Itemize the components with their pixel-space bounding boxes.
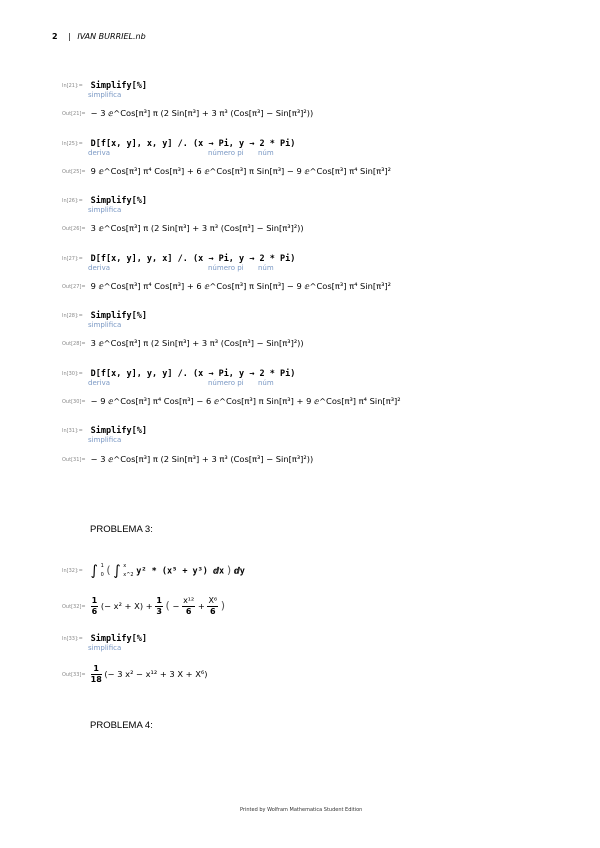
output-cell bbox=[62, 396, 401, 406]
fraction: $\frac{1}{18}$ bbox=[90, 664, 102, 684]
output-expression: 3 ⅇ^Cos[π³] π (2 Sin[π³] + 3 π³ (Cos[π³] − Sin[π³]²)) bbox=[90, 338, 304, 348]
output-label: Out[31]= bbox=[62, 456, 86, 463]
output-label: Out[28]= bbox=[62, 340, 86, 347]
output-cell bbox=[62, 338, 304, 348]
output-label: Out[26]= bbox=[62, 225, 86, 232]
input-cell[interactable] bbox=[62, 633, 147, 644]
integral-upper-limit: 1 bbox=[100, 563, 104, 569]
integral-lower-limit: x^2 bbox=[123, 572, 134, 578]
output-expression: 9 ⅇ^Cos[π³] π⁴ Cos[π³] + 6 ⅇ^Cos[π³] π Sin[π³] − 9 ⅇ^Cos[π³] π⁴ Sin[π³]² bbox=[90, 166, 391, 176]
input-label: In[21]:= bbox=[62, 82, 83, 89]
input-cell[interactable] bbox=[62, 80, 147, 91]
input-code[interactable]: Simplify[%] bbox=[90, 81, 147, 91]
fraction: $\frac{1}{3}$ bbox=[156, 596, 162, 616]
function-tooltip: deriva bbox=[88, 264, 111, 272]
input-label: In[31]:= bbox=[62, 427, 83, 434]
input-code[interactable]: D[f[x, y], y, x] /. (x → Pi, y → 2 * Pi) bbox=[90, 254, 296, 264]
page-number: 2 bbox=[52, 32, 58, 41]
function-tooltip: número pi bbox=[208, 264, 244, 272]
input-cell[interactable] bbox=[62, 253, 295, 264]
input-cell[interactable] bbox=[62, 310, 147, 321]
output-cell bbox=[62, 281, 391, 291]
output-expression: − 9 ⅇ^Cos[π³] π⁴ Cos[π³] − 6 ⅇ^Cos[π³] π Sin[π³] + 9 ⅇ^Cos[π³] π⁴ Sin[π³]² bbox=[90, 396, 401, 406]
integral-sign-icon: ∫ bbox=[90, 563, 98, 579]
input-label: In[32]:= bbox=[62, 568, 83, 574]
function-tooltip: deriva bbox=[88, 379, 111, 387]
page-header bbox=[52, 32, 146, 41]
input-label: In[33]:= bbox=[62, 635, 83, 642]
output-cell: Out[32]= $\frac{1}{6}$ (− x² + X) + $\frac{1}{3}$ ( − $\frac{\text{x¹²}}{6}$ + $\frac{\text{X⁶}}{6}$ ) bbox=[62, 596, 226, 616]
function-tooltip: simplifica bbox=[88, 644, 122, 652]
function-tooltip: número pi bbox=[208, 379, 244, 387]
function-tooltip: deriva bbox=[88, 149, 111, 157]
output-cell bbox=[62, 223, 304, 233]
input-code[interactable]: Simplify[%] bbox=[90, 311, 147, 321]
input-cell[interactable] bbox=[62, 138, 295, 149]
input-code[interactable]: Simplify[%] bbox=[90, 426, 147, 436]
integral-lower-limit: 0 bbox=[100, 572, 104, 578]
input-cell[interactable] bbox=[62, 425, 147, 436]
fraction: $\frac{\text{X⁶}}{6}$ bbox=[208, 596, 218, 616]
input-label: In[27]:= bbox=[62, 255, 83, 262]
output-cell bbox=[62, 166, 391, 176]
paren-icon: ( bbox=[106, 563, 111, 577]
document-name: IVAN BURRIEL.nb bbox=[77, 32, 146, 41]
output-expression: (− x² + X) + bbox=[100, 601, 153, 611]
integral-sign-icon: ∫ bbox=[113, 563, 121, 579]
output-expression: 3 ⅇ^Cos[π³] π (2 Sin[π³] + 3 π³ (Cos[π³] − Sin[π³]²)) bbox=[90, 223, 304, 233]
input-code[interactable]: D[f[x, y], y, y] /. (x → Pi, y → 2 * Pi) bbox=[90, 369, 296, 379]
input-code[interactable]: Simplify[%] bbox=[90, 196, 147, 206]
function-tooltip: núm bbox=[258, 264, 274, 272]
input-code[interactable]: Simplify[%] bbox=[90, 634, 147, 644]
paren-icon: ) bbox=[226, 563, 232, 577]
paren-icon: ) bbox=[220, 599, 226, 612]
input-label: In[30]:= bbox=[62, 370, 83, 377]
input-label: In[28]:= bbox=[62, 312, 83, 319]
print-footer: Printed by Wolfram Mathematica Student Edition bbox=[240, 807, 363, 813]
header-separator: | bbox=[68, 32, 71, 41]
integral-upper-limit: x bbox=[123, 563, 127, 569]
output-label: Out[25]= bbox=[62, 168, 86, 175]
input-cell[interactable] bbox=[62, 195, 147, 206]
output-expression: (− 3 x² − x¹² + 3 X + X⁶) bbox=[104, 669, 208, 679]
output-label: Out[32]= bbox=[62, 603, 86, 610]
paren-icon: ( bbox=[165, 599, 170, 612]
output-cell bbox=[62, 108, 313, 118]
output-cell bbox=[62, 664, 208, 685]
function-tooltip: simplifica bbox=[88, 321, 122, 329]
outer-differential[interactable]: ⅆy bbox=[233, 566, 245, 577]
fraction: $\frac{1}{6}$ bbox=[91, 596, 98, 616]
output-label: Out[33]= bbox=[62, 671, 86, 678]
fraction: $\frac{\text{x¹²}}{6}$ bbox=[183, 596, 195, 616]
input-label: In[25]:= bbox=[62, 140, 83, 147]
function-tooltip: número pi bbox=[208, 149, 244, 157]
output-expression: − 3 ⅇ^Cos[π³] π (2 Sin[π³] + 3 π³ (Cos[π³] − Sin[π³]²)) bbox=[90, 454, 314, 464]
output-cell bbox=[62, 454, 313, 464]
integrand[interactable]: y² * (x⁵ + y³) ⅆx bbox=[136, 566, 225, 577]
function-tooltip: simplifica bbox=[88, 91, 122, 99]
output-expression: − 3 ⅇ^Cos[π³] π (2 Sin[π³] + 3 π³ (Cos[π³] − Sin[π³]²)) bbox=[90, 108, 314, 118]
input-label: In[26]:= bbox=[62, 197, 83, 204]
section-heading: PROBLEMA 3: bbox=[90, 524, 153, 535]
output-expression: 9 ⅇ^Cos[π³] π⁴ Cos[π³] + 6 ⅇ^Cos[π³] π Sin[π³] − 9 ⅇ^Cos[π³] π⁴ Sin[π³]² bbox=[90, 281, 391, 291]
output-label: Out[30]= bbox=[62, 398, 86, 405]
function-tooltip: simplifica bbox=[88, 436, 122, 444]
section-heading: PROBLEMA 4: bbox=[90, 720, 153, 731]
function-tooltip: núm bbox=[258, 149, 274, 157]
function-tooltip: núm bbox=[258, 379, 274, 387]
input-code[interactable]: D[f[x, y], x, y] /. (x → Pi, y → 2 * Pi) bbox=[90, 139, 296, 149]
input-cell[interactable] bbox=[62, 562, 245, 580]
output-label: Out[21]= bbox=[62, 110, 86, 117]
output-label: Out[27]= bbox=[62, 283, 86, 290]
input-cell[interactable] bbox=[62, 368, 295, 379]
function-tooltip: simplifica bbox=[88, 206, 122, 214]
